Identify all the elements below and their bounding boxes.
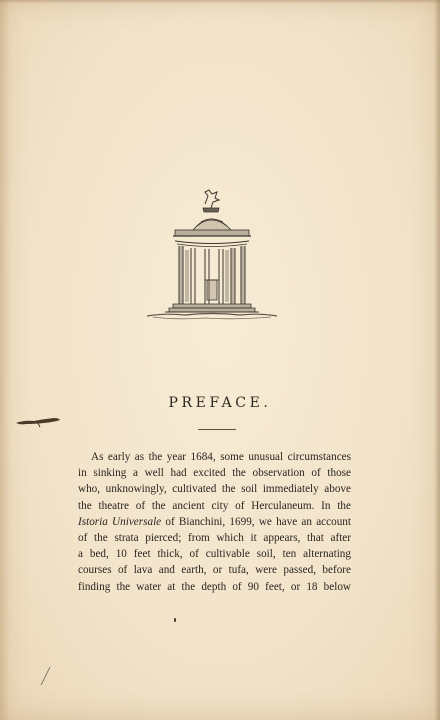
paragraph-line: courses of lava and earth, or tufa, were passed, before [78, 564, 351, 577]
pencil-mark [38, 665, 54, 687]
book-title-italic: Istoria Universale [78, 515, 162, 528]
heading-rule [198, 429, 236, 430]
ink-smudge [14, 414, 62, 428]
paragraph-line: As early as the year 1684, some unusual circumstances [91, 451, 351, 463]
page-edge-left [0, 0, 10, 720]
preface-heading: PREFACE. [168, 395, 272, 411]
paragraph-line-rest: of Bianchini, 1699, we have an account [161, 515, 351, 528]
preface-paragraph [78, 449, 351, 595]
ink-speck [174, 618, 176, 622]
paragraph-line: a bed, 10 feet thick, of cultivable soil, ten alternating [78, 548, 351, 561]
page-edge-right [434, 0, 440, 720]
page-edge-top [0, 0, 440, 4]
temple-vignette-illustration [145, 186, 279, 326]
paragraph-line: the theatre of the ancient city of Herculaneum. In the [78, 499, 351, 512]
paragraph-line: finding the water at the depth of 90 feet, or 18 below [78, 580, 351, 593]
paragraph-line: of the strata pierced; from which it appears, that after [78, 532, 351, 545]
paragraph-line: in sinking a well had excited the observation of those [78, 467, 351, 480]
paragraph-line: who, unknowingly, cultivated the soil immediately above [78, 483, 351, 496]
paragraph-line [78, 514, 351, 530]
